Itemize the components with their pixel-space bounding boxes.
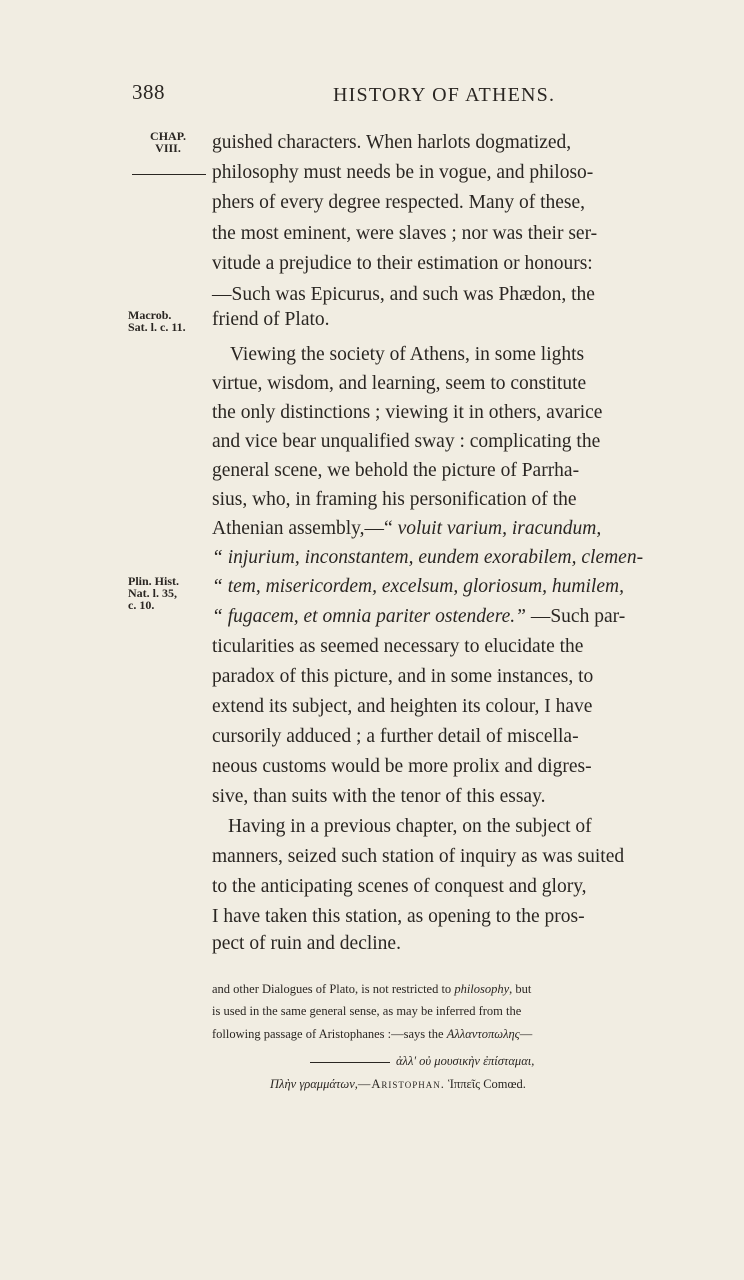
chapter-number: VIII.	[155, 141, 181, 155]
body-line: friend of Plato.	[212, 309, 330, 330]
footnote-text: following passage of Aristophanes :—says the	[212, 1027, 447, 1041]
body-line-quote-start	[212, 517, 601, 541]
body-line: pect of ruin and decline.	[212, 933, 401, 954]
footnote-greek: ἀλλ' οὐ μουσικὴν ἐπίσταμαι,	[396, 1054, 535, 1068]
page-number: 388	[132, 80, 165, 104]
latin-quote: voluit varium, iracundum,	[397, 518, 602, 539]
margin-note-macrobius	[128, 309, 186, 333]
body-line: paradox of this picture, and in some instances, to	[212, 666, 594, 687]
latin-quote-line: “ injurium, inconstantem, eundem exorabilem, clemen-	[212, 547, 644, 568]
chapter-label: CHAP.	[150, 129, 186, 143]
footnote-text: —	[519, 1027, 533, 1041]
margin-note-line: Sat. l. c. 11.	[128, 320, 186, 334]
margin-note-line: Macrob.	[128, 308, 172, 322]
footnote-text: and other Dialogues of Plato, is not restricted to	[212, 982, 455, 996]
body-line: ticularities as seemed necessary to elucidate the	[212, 636, 584, 657]
footnote-greek-line	[310, 1053, 534, 1069]
footnote-emphasis: philosophy	[454, 982, 510, 996]
footnote-citation-line	[270, 1076, 526, 1092]
body-line: manners, seized such station of inquiry as was suited	[212, 846, 625, 867]
body-line-quote-end	[212, 605, 625, 629]
body-line: I have taken this station, as opening to the pros-	[212, 906, 585, 927]
body-line: philosophy must needs be in vogue, and philoso-	[212, 162, 594, 183]
footnote-work: Ἱππεῖς Comœd.	[448, 1077, 526, 1091]
latin-quote: “ fugacem, et omnia pariter ostendere.”	[212, 606, 526, 627]
body-line: guished characters. When harlots dogmatized,	[212, 132, 572, 153]
body-line: the only distinctions ; viewing it in others, avarice	[212, 402, 603, 423]
body-line: sius, who, in framing his personification of the	[212, 489, 577, 510]
body-line: sive, than suits with the tenor of this essay.	[212, 786, 546, 807]
body-line: virtue, wisdom, and learning, seem to constitute	[212, 373, 587, 394]
footnote-line: is used in the same general sense, as may be inferred from the	[212, 1004, 522, 1018]
paragraph-start-line: Having in a previous chapter, on the subject of	[228, 816, 592, 837]
body-line: cursorily adduced ; a further detail of miscella-	[212, 726, 579, 747]
body-line: and vice bear unqualified sway : complicating the	[212, 431, 601, 452]
body-line: neous customs would be more prolix and digres-	[212, 756, 592, 777]
footnote-line	[212, 981, 531, 997]
footnote-author: —Aristophan.	[357, 1077, 445, 1091]
running-title: HISTORY OF ATHENS.	[333, 84, 556, 106]
chapter-rule	[132, 174, 206, 175]
margin-note-line: c. 10.	[128, 598, 155, 612]
body-line: the most eminent, were slaves ; nor was their ser-	[212, 223, 598, 244]
body-line: vitude a prejudice to their estimation or honours:	[212, 253, 593, 274]
body-line: to the anticipating scenes of conquest and glory,	[212, 876, 587, 897]
body-text: Athenian assembly,—“	[212, 518, 393, 539]
margin-note-line: Nat. l. 35,	[128, 586, 177, 600]
margin-note-pliny	[128, 575, 179, 611]
body-line: —Such was Epicurus, and such was Phædon, the	[212, 284, 595, 305]
body-line: general scene, we behold the picture of Parrha-	[212, 460, 580, 481]
paragraph-start-line: Viewing the society of Athens, in some lights	[230, 344, 585, 365]
chapter-marker	[132, 130, 204, 154]
footnote-greek: Πλὴν γραμμάτων,	[270, 1077, 358, 1091]
body-text: —Such par-	[530, 606, 626, 627]
latin-quote-line: “ tem, misericordem, excelsum, gloriosum, humilem,	[212, 576, 624, 597]
margin-note-line: Plin. Hist.	[128, 574, 180, 588]
footnote-text: , but	[509, 982, 532, 996]
footnote-rule	[310, 1062, 390, 1063]
body-line: extend its subject, and heighten its colour, I have	[212, 696, 593, 717]
footnote-line	[212, 1026, 532, 1042]
body-line: phers of every degree respected. Many of these,	[212, 192, 586, 213]
footnote-greek: Αλλαντοπωλης	[446, 1027, 520, 1041]
